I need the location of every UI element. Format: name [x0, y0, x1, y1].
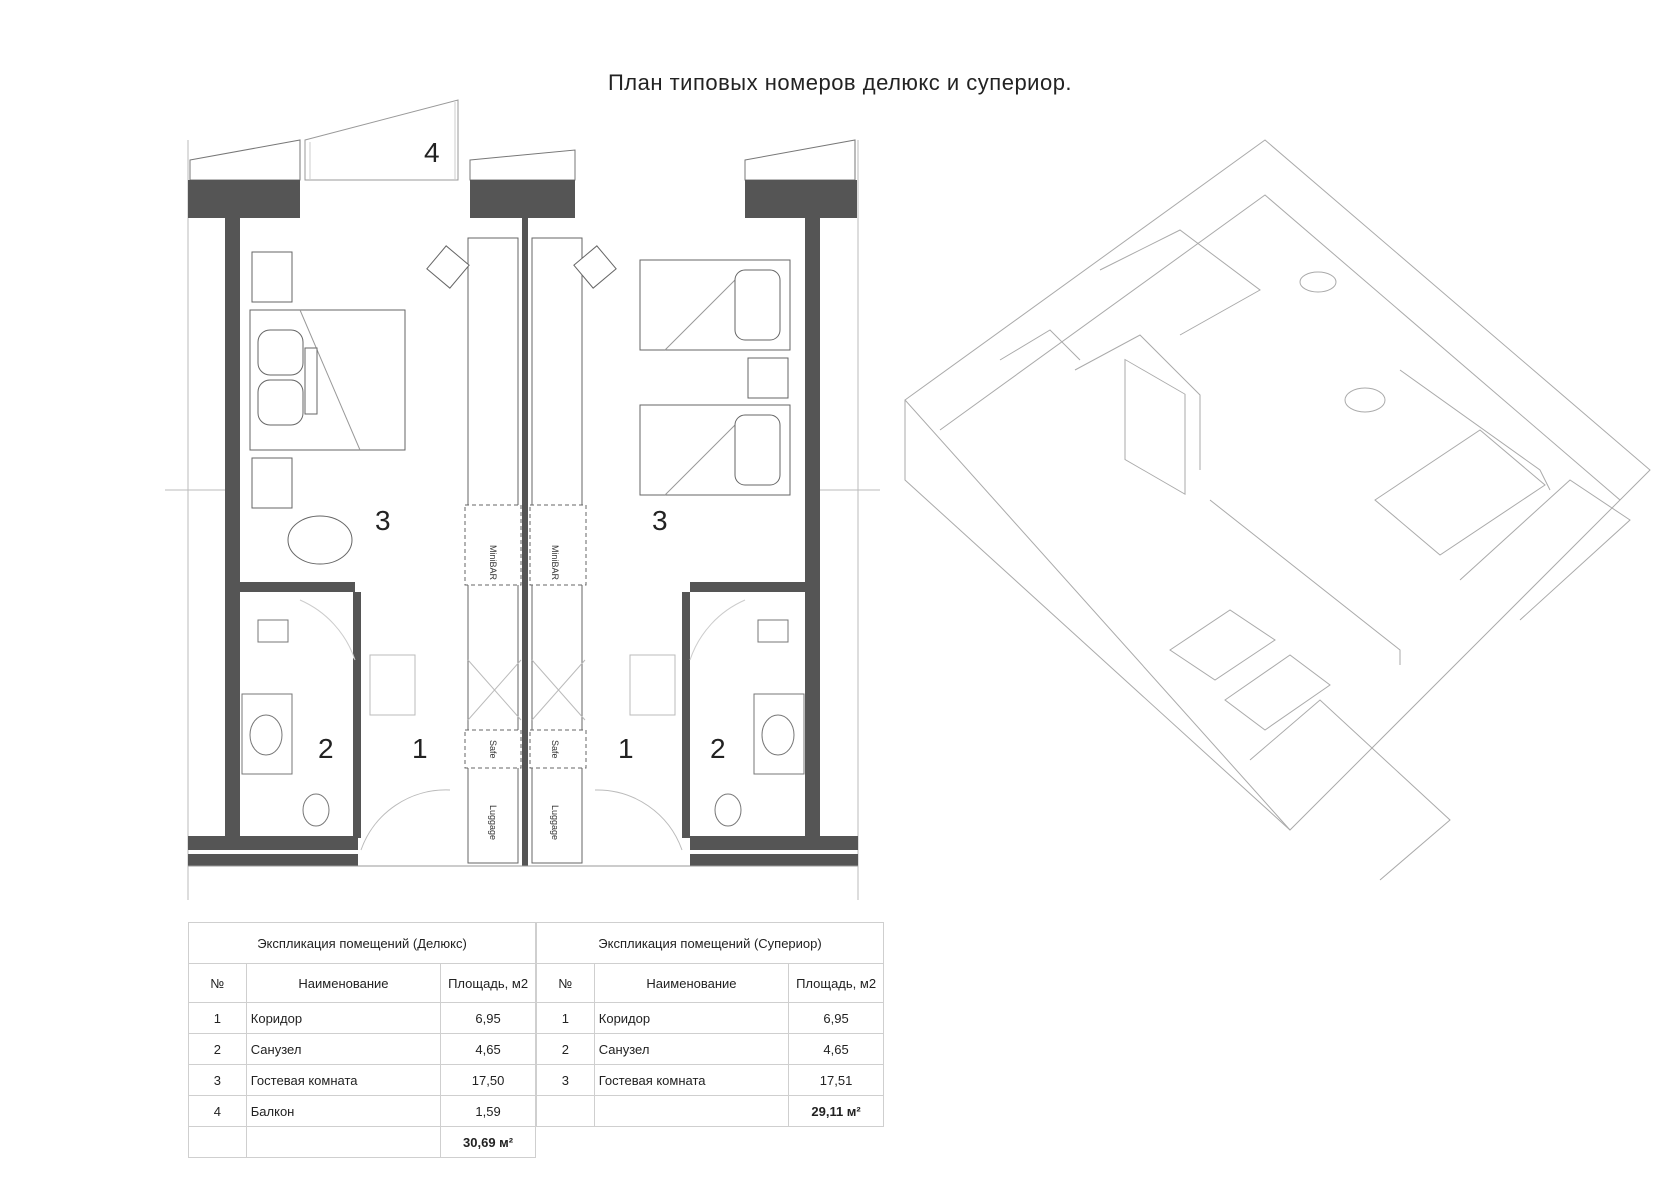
- row-name: Коридор: [594, 1003, 788, 1034]
- table-total-row: [189, 1127, 536, 1158]
- superior-table: [536, 922, 884, 1127]
- label-luggage-right: Luggage: [550, 805, 560, 841]
- row-area: 6,95: [789, 1003, 884, 1034]
- balcony: [190, 100, 855, 180]
- row-name: Балкон: [246, 1096, 440, 1127]
- label-safe-right: Safe: [550, 740, 560, 759]
- label-room-left: 3: [375, 505, 391, 536]
- row-no: 1: [537, 1003, 595, 1034]
- superior-col-area: Площадь, м2: [789, 964, 884, 1003]
- table-row: [537, 1065, 884, 1096]
- page-title: План типовых номеров делюкс и супериор.: [607, 70, 1073, 95]
- deluxe-table: [188, 922, 536, 1158]
- label-safe-left: Safe: [488, 740, 498, 759]
- row-no: 3: [537, 1065, 595, 1096]
- row-no: 4: [189, 1096, 247, 1127]
- superior-col-name: Наименование: [594, 964, 788, 1003]
- table-total-row: [537, 1096, 884, 1127]
- label-bath-right: 2: [710, 733, 726, 764]
- row-name: Гостевая комната: [594, 1065, 788, 1096]
- superior-caption: Экспликация помещений (Супериор): [537, 923, 884, 964]
- isometric-view: [905, 140, 1650, 880]
- table-row: [189, 1003, 536, 1034]
- deluxe-total: 30,69 м²: [441, 1127, 536, 1158]
- double-bed: [250, 246, 469, 564]
- table-row: [537, 1003, 884, 1034]
- deluxe-caption: Экспликация помещений (Делюкс): [189, 923, 536, 964]
- row-area: 17,51: [789, 1065, 884, 1096]
- row-no: 2: [537, 1034, 595, 1065]
- deluxe-col-name: Наименование: [246, 964, 440, 1003]
- twin-beds: [574, 246, 790, 495]
- row-no: 2: [189, 1034, 247, 1065]
- label-luggage-left: Luggage: [488, 805, 498, 841]
- row-area: 4,65: [441, 1034, 536, 1065]
- label-corridor-right: 1: [618, 733, 634, 764]
- table-row: [189, 1034, 536, 1065]
- label-corridor-left: 1: [412, 733, 428, 764]
- row-area: 4,65: [789, 1034, 884, 1065]
- table-row: [537, 1034, 884, 1065]
- label-room-right: 3: [652, 505, 668, 536]
- label-minibar-right: MiniBAR: [550, 545, 560, 581]
- deluxe-col-no: №: [189, 964, 247, 1003]
- table-row: [189, 1065, 536, 1096]
- table-row: [189, 1096, 536, 1127]
- row-area: 1,59: [441, 1096, 536, 1127]
- superior-total: 29,11 м²: [789, 1096, 884, 1127]
- row-name: Санузел: [246, 1034, 440, 1065]
- row-area: 6,95: [441, 1003, 536, 1034]
- row-no: 3: [189, 1065, 247, 1096]
- row-no: 1: [189, 1003, 247, 1034]
- label-balcony: 4: [424, 137, 440, 168]
- deluxe-col-area: Площадь, м2: [441, 964, 536, 1003]
- row-name: Гостевая комната: [246, 1065, 440, 1096]
- label-bath-left: 2: [318, 733, 334, 764]
- row-name: Коридор: [246, 1003, 440, 1034]
- row-area: 17,50: [441, 1065, 536, 1096]
- label-minibar-left: MiniBAR: [488, 545, 498, 581]
- superior-col-no: №: [537, 964, 595, 1003]
- row-name: Санузел: [594, 1034, 788, 1065]
